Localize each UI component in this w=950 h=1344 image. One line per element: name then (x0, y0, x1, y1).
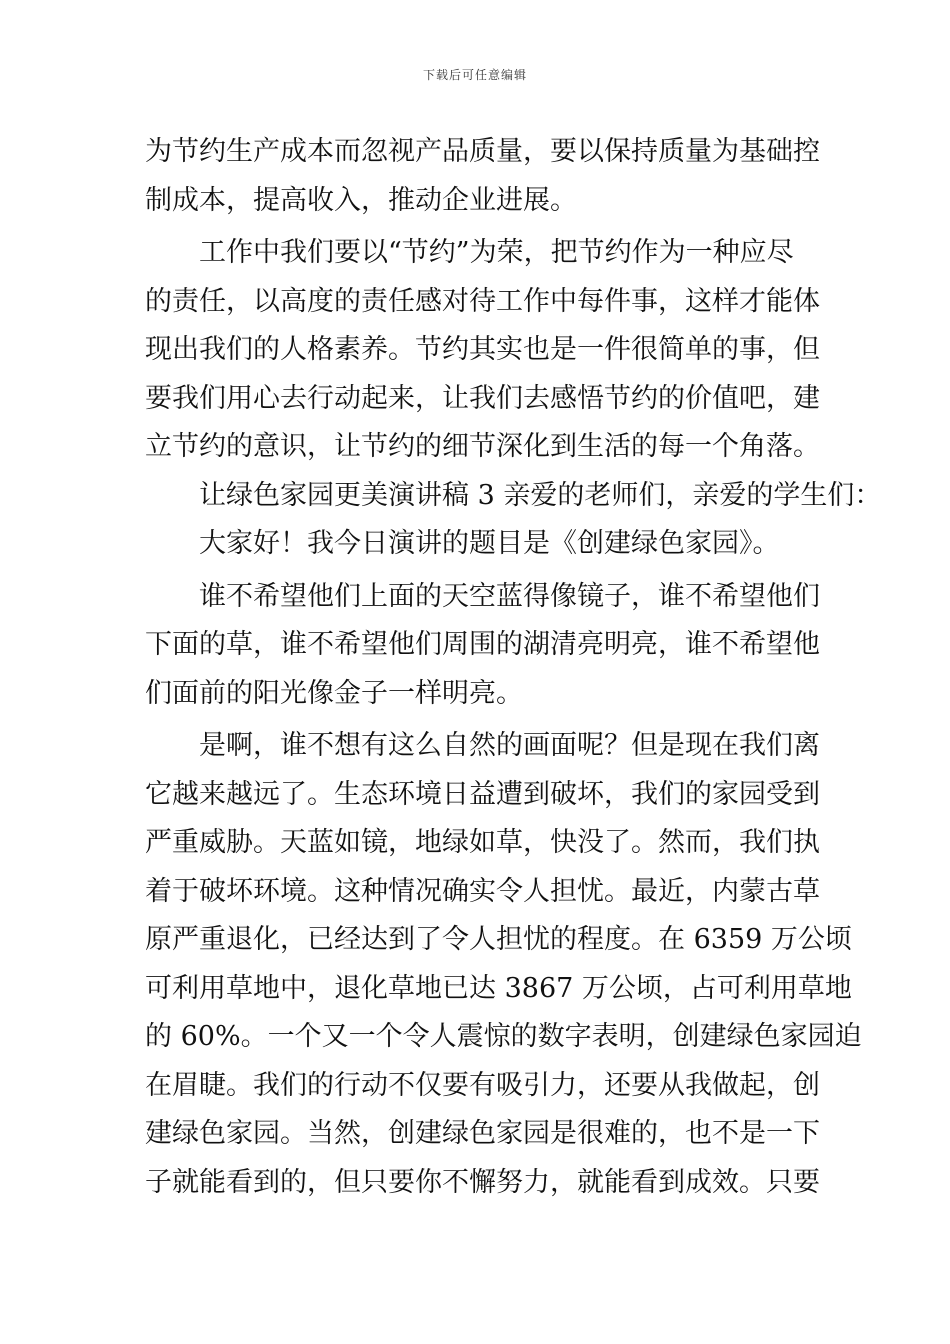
text-line: 它越来越远了。生态环境日益遭到破坏，我们的家园受到 (145, 778, 820, 810)
page-header: 下载后可任意编辑 (422, 68, 527, 82)
text-line: 们面前的阳光像金子一样明亮。 (145, 677, 523, 709)
text-line: 子就能看到的，但只要你不懈努力，就能看到成效。只要 (145, 1166, 820, 1198)
greeting-line: 大家好！我今日演讲的题目是《创建绿色家园》。 (199, 528, 780, 559)
text-line: 建绿色家园。当然，创建绿色家园是很难的，也不是一下 (145, 1118, 820, 1149)
text-line: 在眉睫。我们的行动不仅要有吸引力，还要从我做起，创 (145, 1069, 820, 1101)
text-line: 下面的草，谁不希望他们周围的湖清亮明亮，谁不希望他 (145, 629, 820, 660)
paragraph-first-line: 是啊，谁不想有这么自然的画面呢？但是现在我们离 (199, 730, 820, 761)
text-line: 现出我们的人格素养。节约其实也是一件很简单的事，但 (145, 334, 820, 365)
document-body (145, 128, 882, 1207)
text-line: 立节约的意识，让节约的细节深化到生活的每一个角落。 (145, 431, 820, 462)
text-line: 可利用草地中，退化草地已达 3867 万公顷，占可利用草地 (145, 972, 852, 1004)
text-line: 要我们用心去行动起来，让我们去感悟节约的价值吧，建 (145, 382, 820, 414)
paragraph-first-line: 工作中我们要以“节约”为荣，把节约作为一种应尽 (199, 237, 794, 268)
text-line: 制成本，提高收入，推动企业进展。 (145, 184, 577, 216)
text-line: 原严重退化，已经达到了令人担忧的程度。在 6359 万公顷 (145, 924, 852, 955)
text-line: 的责任，以高度的责任感对待工作中每件事，这样才能体 (145, 285, 820, 317)
paragraph-first-line: 谁不希望他们上面的天空蓝得像镜子，谁不希望他们 (199, 580, 820, 612)
text-line: 为节约生产成本而忽视产品质量，要以保持质量为基础控 (145, 136, 820, 167)
text-line: 严重威胁。天蓝如镜，地绿如草，快没了。然而，我们执 (145, 827, 820, 858)
speech-title-line: 让绿色家园更美演讲稿 3 亲爱的老师们，亲爱的学生们： (199, 479, 882, 511)
text-line: 着于破坏环境。这种情况确实令人担忧。最近，内蒙古草 (145, 875, 820, 907)
text-line: 的 60%。一个又一个令人震惊的数字表明，创建绿色家园迫 (145, 1021, 862, 1052)
